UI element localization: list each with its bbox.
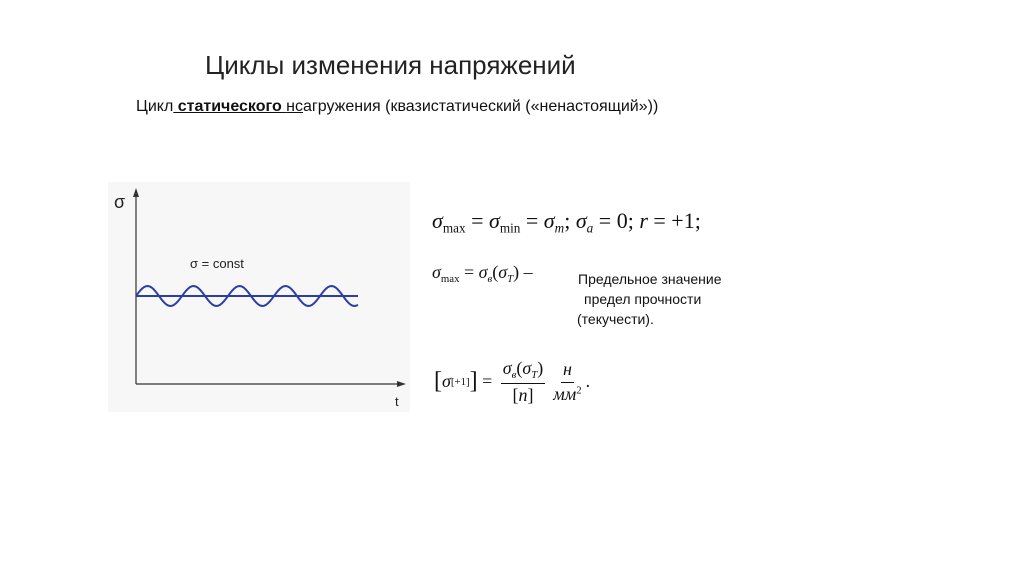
subtitle-part-4: агружения (квазистатический («ненастоящий»)) <box>303 98 659 115</box>
slide-title: Циклы изменения напряжений <box>205 50 576 80</box>
fraction-stress-over-n: $\frac{\sigma_в(\sigma_T)}{[n]}$ <box>502 358 544 405</box>
y-axis-label: σ <box>114 192 126 212</box>
note-line-1: Предельное значение <box>578 271 722 287</box>
stress-time-graph <box>108 182 410 412</box>
formula-static-cycle: $\sigma_{max} = \sigma_{min} = \sigma_m$; $\sigma_a = 0$; r = +1; <box>432 208 701 236</box>
fraction-unit: $\frac{н}{мм^2}$ <box>553 358 582 404</box>
subtitle-part-2: статического <box>173 98 287 115</box>
x-axis-label: t <box>395 394 399 409</box>
sigma-const-label: σ = const <box>190 256 244 271</box>
note-line-3: (текучести). <box>577 311 654 327</box>
subtitle-part-1: Цикл <box>136 98 174 115</box>
formula-sigma-max-limit: $\sigma_{max} = \sigma_в(\sigma_T)$ – <box>432 262 533 285</box>
subtitle-part-3: нс <box>286 98 304 115</box>
formula-allowable-stress: [ σ [+1] ] = $\frac{\sigma_в(\sigma_T)}{[n]}$ $\frac{н}{мм^2}$ . <box>434 358 591 405</box>
note-line-2: предел прочности <box>584 291 702 307</box>
slide-subtitle <box>136 98 658 116</box>
